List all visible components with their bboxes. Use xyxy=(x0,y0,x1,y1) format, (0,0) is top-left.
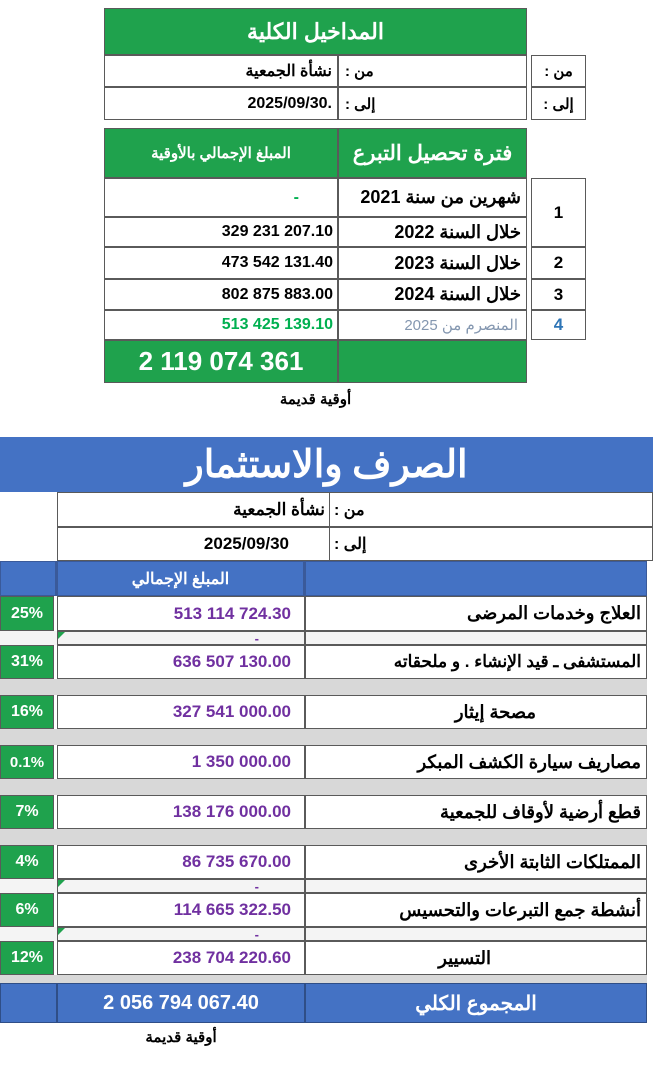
income-col-period-header: فترة تحصيل التبرع xyxy=(338,128,527,178)
amount-cell: 329 231 207.10 xyxy=(104,217,338,247)
expense-to-row xyxy=(57,527,653,561)
expense-from-row xyxy=(57,492,653,527)
expense-title-text: الصرف والاستثمار xyxy=(185,444,468,486)
expense-total-label: المجموع الكلي xyxy=(305,983,647,1023)
income-currency-note: أوقية قديمة xyxy=(104,383,527,414)
spacer xyxy=(0,829,647,845)
period-cell: شهرين من سنة 2021 xyxy=(338,178,527,217)
expense-name-cell: أنشطة جمع التبرعات والتحسيس xyxy=(305,893,647,927)
expense-name-cell: التسيير xyxy=(305,941,647,975)
spacer xyxy=(0,927,57,941)
income-from-label: من : xyxy=(338,55,527,87)
spacer xyxy=(0,779,647,795)
expense-name-cell: مصاريف سيارة الكشف المبكر xyxy=(305,745,647,779)
row-number-cell: 2 xyxy=(531,247,586,279)
amount-cell: 138 176 000.00 xyxy=(57,795,305,829)
amount-cell: 802 875 883.00 xyxy=(104,279,338,310)
spacer xyxy=(0,975,647,983)
expense-total-amount: 2 056 794 067.40 xyxy=(57,983,305,1023)
comment-triangle-icon xyxy=(58,928,65,935)
percent-cell: 7% xyxy=(0,795,54,829)
amount-cell: 238 704 220.60 xyxy=(57,941,305,975)
income-total-amount: 2 119 074 361 xyxy=(104,340,338,383)
expense-to-label: إلى : xyxy=(330,527,653,561)
amount-cell: 636 507 130.00 xyxy=(57,645,305,679)
income-table xyxy=(104,8,586,414)
percent-cell: 31% xyxy=(0,645,54,679)
expense-name-cell: الممتلكات الثابتة الأخرى xyxy=(305,845,647,879)
dash-cell: - xyxy=(57,879,305,893)
spacer xyxy=(305,927,647,941)
period-cell: خلال السنة 2022 xyxy=(338,217,527,247)
spacer xyxy=(0,879,57,893)
income-to-value: 2025/09/30. xyxy=(104,87,338,120)
amount-cell: 86 735 670.00 xyxy=(57,845,305,879)
percent-cell: 4% xyxy=(0,845,54,879)
expense-header-blank-left xyxy=(0,561,57,596)
comment-triangle-icon xyxy=(58,880,65,887)
income-col-amount-header: المبلغ الإجمالي بالأوقية xyxy=(104,128,338,178)
expense-title xyxy=(0,437,653,492)
percent-cell: 6% xyxy=(0,893,54,927)
spacer xyxy=(0,631,57,645)
dash-cell: - xyxy=(57,631,305,645)
expense-currency-note: أوقية قديمة xyxy=(57,1023,305,1051)
percent-cell: 16% xyxy=(0,695,54,729)
income-title-text: المداخيل الكلية xyxy=(247,18,384,44)
expense-name-cell: العلاج وخدمات المرضى xyxy=(305,596,647,631)
percent-cell: 12% xyxy=(0,941,54,975)
spacer xyxy=(305,631,647,645)
period-cell: خلال السنة 2023 xyxy=(338,247,527,279)
amount-cell: 1 350 000.00 xyxy=(57,745,305,779)
amount-cell: 513 114 724.30 xyxy=(57,596,305,631)
income-side-to-label: إلى : xyxy=(531,87,586,120)
period-cell: المنصرم من 2025 xyxy=(338,310,527,340)
period-cell: خلال السنة 2024 xyxy=(338,279,527,310)
income-to-label: إلى : xyxy=(338,87,527,120)
expense-header-blank-right xyxy=(305,561,647,596)
expense-name-cell: المستشفى ـ قيد الإنشاء . و ملحقاته xyxy=(305,645,647,679)
comment-triangle-icon xyxy=(58,632,65,639)
amount-cell: 473 542 131.40 xyxy=(104,247,338,279)
income-total-filler xyxy=(338,340,527,383)
expense-to-value: 2025/09/30 xyxy=(57,527,330,561)
expense-from-value: نشأة الجمعية xyxy=(57,492,330,527)
spacer xyxy=(0,729,647,745)
expense-name-cell: قطع أرضية لأوقاف للجمعية xyxy=(305,795,647,829)
expense-name-cell: مصحة إيثار xyxy=(305,695,647,729)
row-number-cell: 4 xyxy=(531,310,586,340)
expense-from-label: من : xyxy=(330,492,653,527)
row-number-cell: 3 xyxy=(531,279,586,310)
income-title xyxy=(104,8,527,55)
amount-cell: 114 665 322.50 xyxy=(57,893,305,927)
dash-cell: - xyxy=(57,927,305,941)
amount-cell: - xyxy=(104,178,338,217)
amount-cell: 513 425 139.10 xyxy=(104,310,338,340)
spacer xyxy=(305,879,647,893)
row-number-cell: 1 xyxy=(531,178,586,247)
income-side-from-label: من : xyxy=(531,55,586,87)
expense-table xyxy=(0,437,653,1051)
expense-col-amount-header: المبلغ الإجمالي xyxy=(57,561,305,596)
income-from-value: نشأة الجمعية xyxy=(104,55,338,87)
spacer xyxy=(0,679,647,695)
percent-cell: 25% xyxy=(0,596,54,631)
percent-cell: 0.1% xyxy=(0,745,54,779)
expense-total-blank xyxy=(0,983,57,1023)
amount-cell: 327 541 000.00 xyxy=(57,695,305,729)
